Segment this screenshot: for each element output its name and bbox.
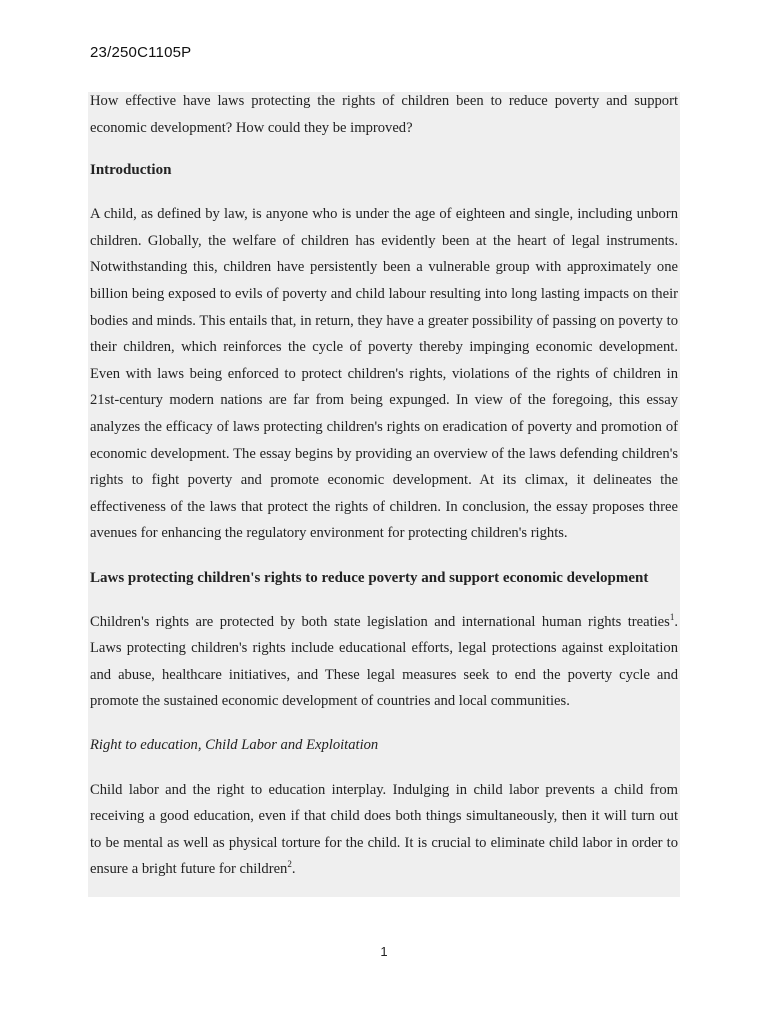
laws-text-part1: Children's rights are protected by both state legislation and international human rights treaties — [90, 613, 670, 630]
introduction-paragraph: A child, as defined by law, is anyone who is under the age of eighteen and single, including unborn children. Globally, the welfare of children has evidently been at the heart of legal instruments. Notwithstanding this, children have persistently been a vulnerable group with approximately one billion being exposed to evils of poverty and child labour resulting into long lasting impacts on their bodies and minds. This entails that, in return, they have a greater possibility of passing on poverty to their children, which reinforces the cycle of poverty thereby impinging economic development. Even with laws being enforced to protect children's rights, violations of the rights of children in 21st-century modern nations are far from being expunged. In view of the foregoing, this essay analyzes the efficacy of laws protecting children's rights on eradication of poverty and promotion of economic development. The essay begins by providing an overview of the laws defending children's rights to fight poverty and promote economic development. At its climax, it delineates the effectiveness of the laws that protect the rights of children. In conclusion, the essay proposes three avenues for enhancing the regulatory environment for protecting children's rights. — [90, 206, 678, 542]
essay-question: How effective have laws protecting the rights of children been to reduce poverty and support economic development? How could they be improved? — [90, 93, 678, 136]
laws-section-heading: Laws protecting children's rights to reduce poverty and support economic development — [90, 569, 649, 586]
document-id: 23/250C1105P — [90, 44, 192, 61]
education-heading-text: Right to education, Child Labor and Exploitation — [90, 737, 379, 754]
footnote-ref-2[interactable]: 2 — [287, 859, 292, 870]
introduction-heading: Introduction — [90, 162, 172, 179]
page-number: 1 — [380, 944, 388, 959]
education-text-part1: Child labor and the right to education interplay. Indulging in child labor prevents a child from receiving a good education, even if that child does both things simultaneously, then it will turn out to be mental as well as physical torture for the child. It is crucial to eliminate child labor in order to ensure a bright future for children — [90, 781, 678, 878]
education-text-part2: . — [291, 861, 296, 878]
education-section-heading — [90, 732, 678, 759]
footnote-ref-1[interactable]: 1 — [669, 611, 675, 622]
laws-section-paragraph — [90, 609, 678, 715]
education-section-paragraph — [90, 777, 678, 883]
essay-body — [90, 88, 678, 883]
laws-text-part2: . Laws protecting children's rights include educational efforts, legal protections against exploitation and abuse, healthcare initiatives, and These legal measures seek to end the poverty cycle and promote the sustained economic development of countries and local communities. — [90, 613, 678, 710]
